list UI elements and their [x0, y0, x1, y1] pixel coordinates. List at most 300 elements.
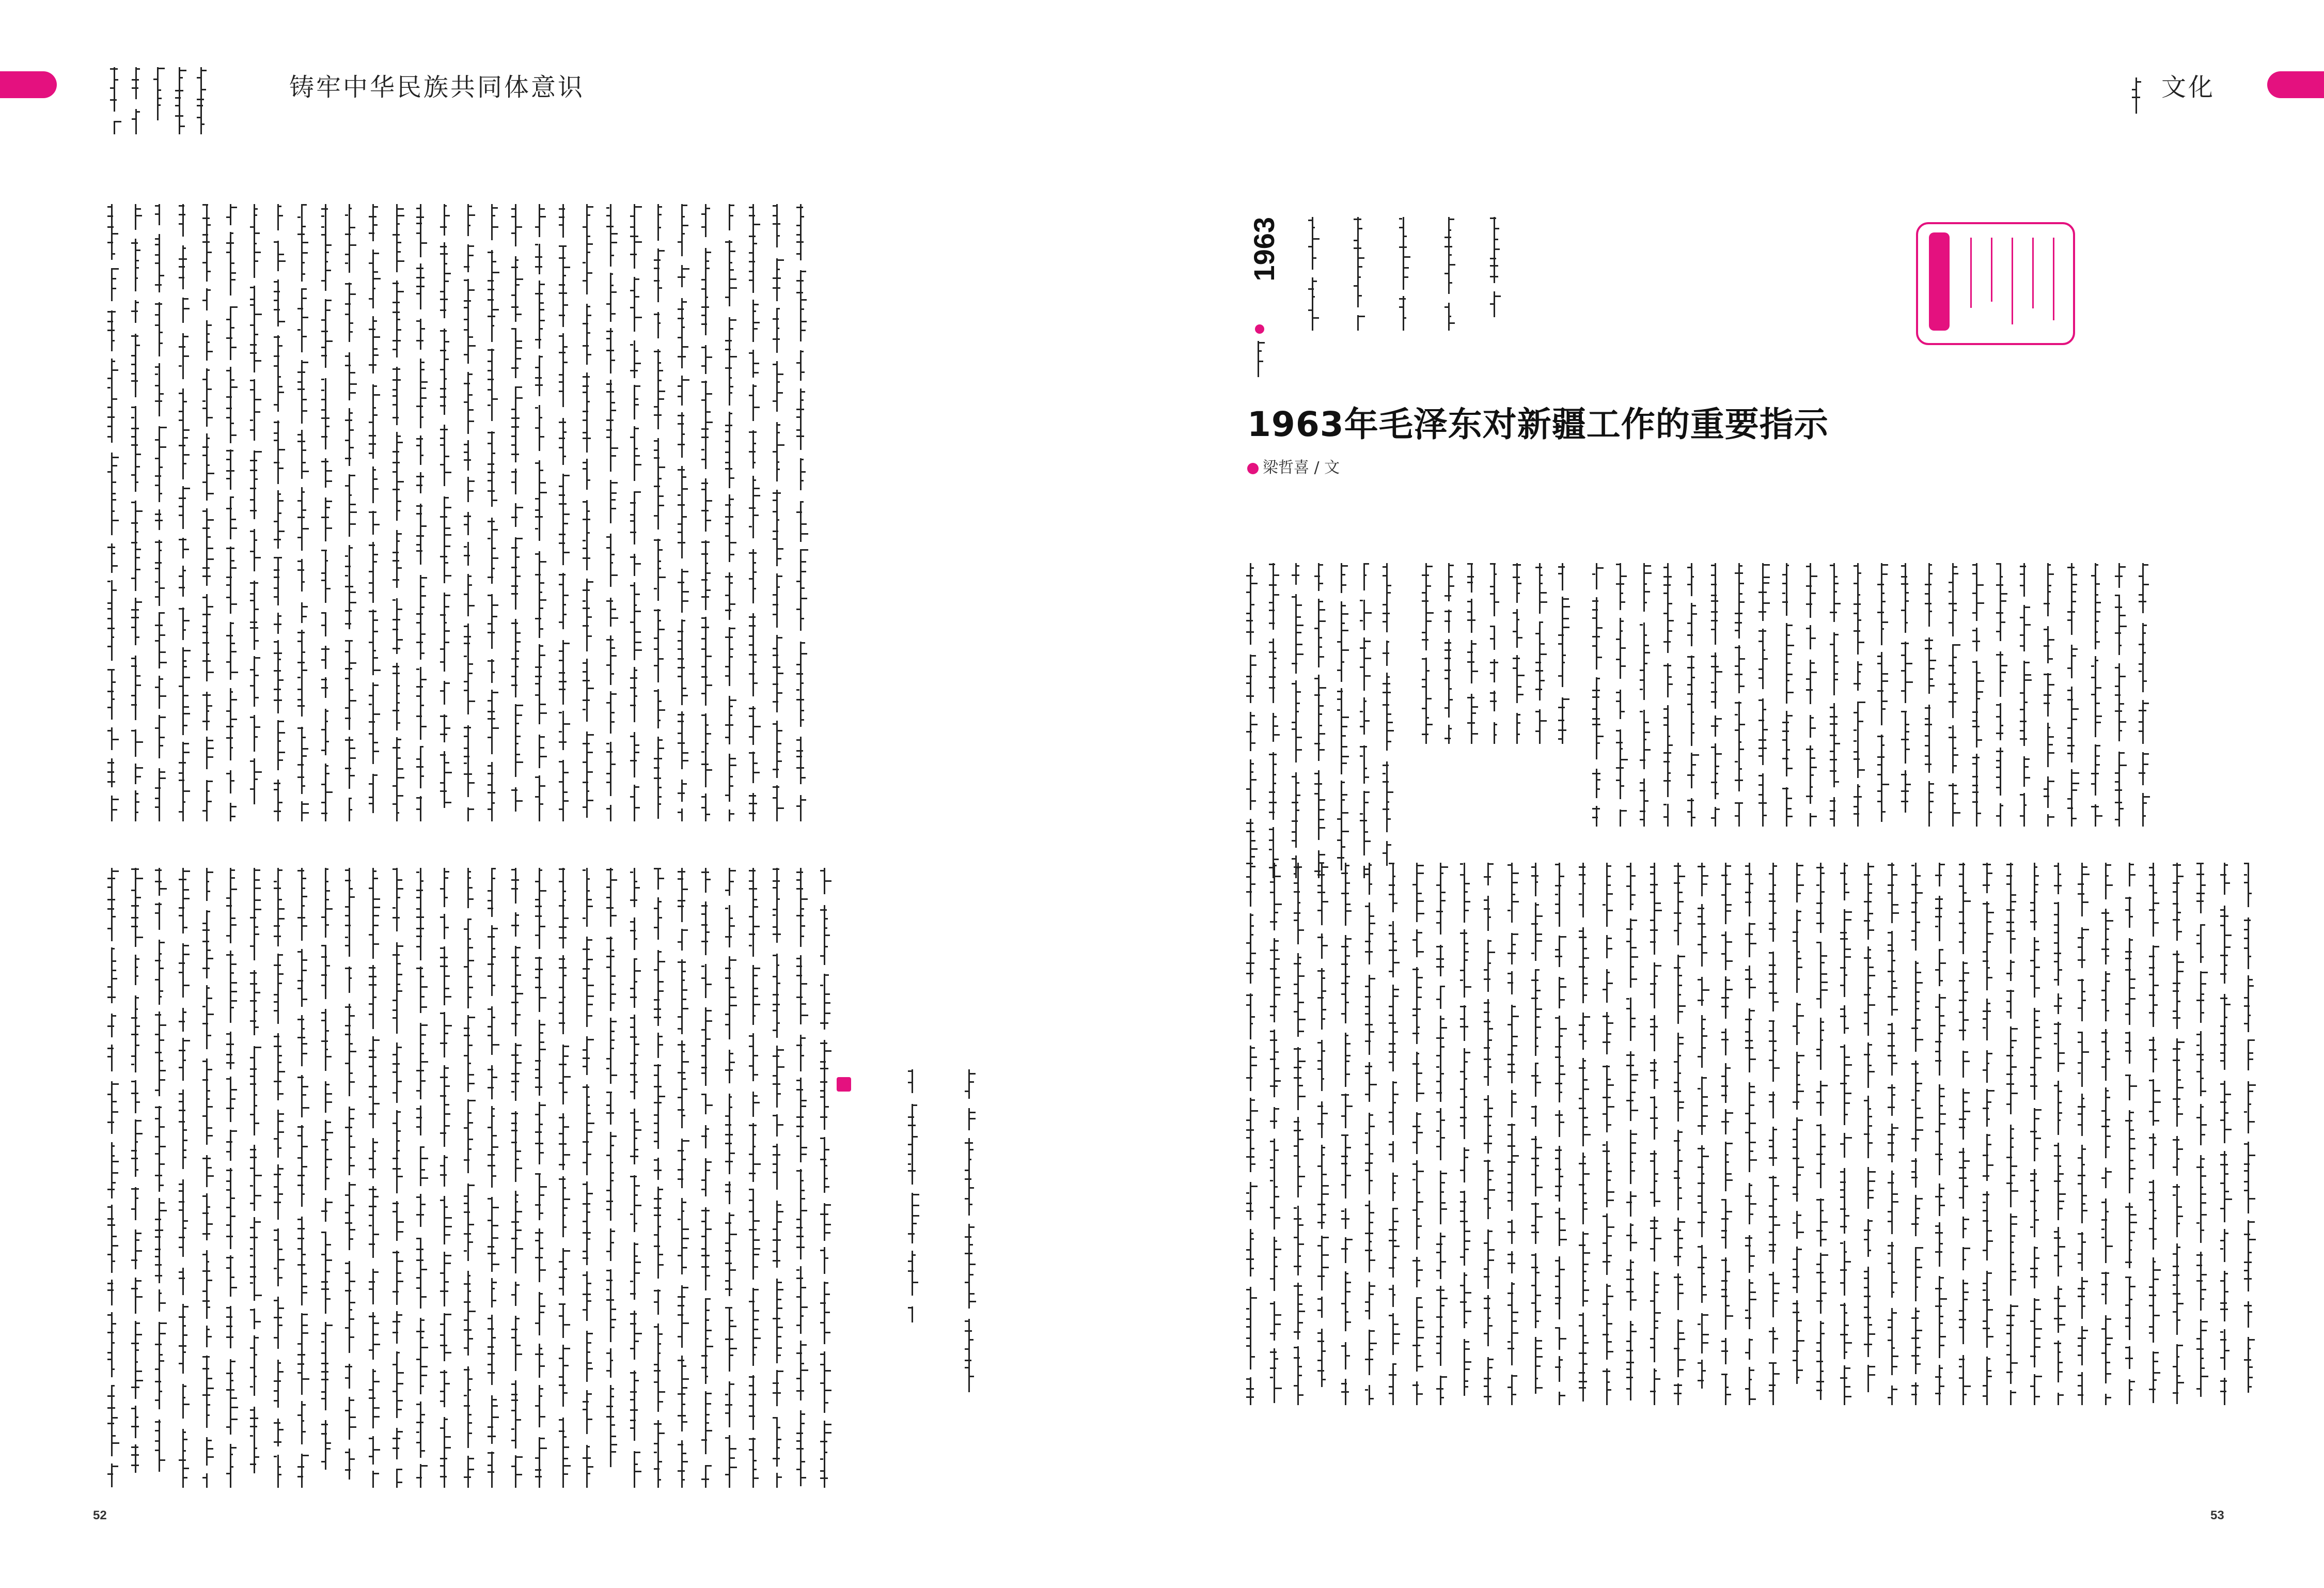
mongolian-word	[1936, 1222, 1943, 1267]
mongolian-word	[2150, 1037, 2157, 1072]
mongolian-word	[1889, 931, 1896, 1016]
right-page	[1162, 0, 2324, 1588]
mongolian-word	[2031, 1298, 2038, 1367]
mongolian-word	[1722, 1142, 1730, 1191]
mongolian-word	[536, 868, 543, 949]
mongolian-word	[370, 774, 377, 813]
mongolian-word	[465, 1099, 472, 1173]
mongolian-word	[2140, 752, 2147, 785]
mongolian-word	[2197, 1319, 2205, 1397]
mongolian-word	[631, 204, 638, 269]
mongolian-word	[1912, 863, 1920, 951]
mongolian-word	[275, 954, 282, 1024]
mongolian-word	[536, 1292, 543, 1335]
mongolian-word	[227, 868, 234, 943]
mongolian-word	[180, 298, 187, 323]
mongolian-word	[2079, 1145, 2086, 1223]
mongolian-word	[322, 204, 329, 291]
mongolian-word	[821, 1203, 828, 1241]
mongolian-word	[797, 1266, 805, 1334]
mongolian-word	[909, 1104, 916, 1185]
mongolian-word	[536, 355, 543, 396]
mongolian-word	[1315, 599, 1323, 667]
mongolian-word	[322, 1322, 329, 1410]
mongolian-word	[441, 946, 448, 1005]
mongolian-word	[227, 1168, 234, 1249]
mongolian-word	[750, 350, 757, 378]
mongolian-word	[275, 1110, 282, 1158]
mongolian-word	[1580, 1013, 1587, 1050]
mongolian-word	[1414, 1297, 1421, 1372]
mongolian-word	[750, 1033, 757, 1081]
mongolian-word	[702, 1158, 710, 1196]
mongolian-word	[607, 1132, 615, 1221]
mongolian-word	[322, 1120, 329, 1190]
mongolian-word	[203, 508, 211, 586]
mongolian-word	[2197, 1155, 2205, 1243]
mongolian-word	[251, 970, 258, 1035]
mongolian-word	[797, 204, 805, 260]
mongolian-word	[797, 1341, 805, 1400]
mongolian-word	[2045, 776, 2052, 808]
mongolian-word	[560, 1176, 567, 1237]
mongolian-word	[1318, 968, 1326, 1030]
mongolian-word	[536, 460, 543, 541]
mongolian-word	[1688, 753, 1695, 788]
mongolian-word	[1384, 641, 1391, 666]
mongolian-word	[560, 640, 567, 705]
mongolian-word	[1390, 921, 1397, 977]
mongolian-word	[1817, 1253, 1825, 1314]
mongolian-word	[227, 1359, 234, 1435]
mongolian-word	[1532, 902, 1540, 961]
mongolian-word	[679, 619, 686, 705]
mongolian-word	[1878, 652, 1886, 725]
mongolian-word	[631, 785, 638, 821]
mongolian-word	[536, 551, 543, 638]
mongolian-word	[108, 204, 116, 260]
mongolian-word	[346, 737, 353, 789]
mongolian-word	[132, 955, 139, 985]
mongolian-word	[821, 1137, 828, 1193]
mongolian-word	[1699, 1077, 1706, 1135]
mongolian-word	[1675, 1033, 1682, 1122]
mongolian-word	[2055, 1081, 2062, 1135]
mongolian-word	[1295, 1206, 1302, 1275]
mongolian-word	[180, 1008, 187, 1032]
mongolian-word	[1817, 1081, 1825, 1116]
mongolian-word	[774, 1370, 781, 1406]
mongolian-word	[679, 868, 686, 922]
mongolian-word	[655, 609, 662, 682]
mongolian-word	[607, 937, 615, 1011]
mongolian-word	[1414, 967, 1421, 1044]
mongolian-word	[1485, 999, 1492, 1086]
mongolian-word	[1247, 1377, 1254, 1405]
mongolian-word	[1675, 955, 1682, 1024]
mongolian-word	[1342, 935, 1349, 1023]
mongolian-word	[1293, 772, 1300, 848]
mongolian-word	[1293, 680, 1300, 762]
mongolian-word	[774, 1114, 781, 1136]
mongolian-word	[1889, 1124, 1896, 1162]
mongolian-word	[1865, 1167, 1872, 1209]
mongolian-word	[132, 406, 139, 492]
mongolian-word	[1794, 1052, 1801, 1110]
mongolian-word	[1390, 985, 1397, 1071]
mongolian-word	[1556, 863, 1563, 927]
mongolian-word	[1926, 705, 1933, 773]
mongolian-word	[560, 204, 567, 238]
mongolian-word	[584, 659, 591, 722]
mongolian-word	[441, 681, 448, 705]
mongolian-word	[203, 1155, 211, 1187]
mongolian-word	[441, 496, 448, 583]
mongolian-word	[132, 598, 139, 645]
mongolian-word	[156, 1420, 163, 1472]
mongolian-word	[1342, 1033, 1349, 1087]
mongolian-word	[2150, 1351, 2157, 1403]
mongolian-word	[1960, 1355, 1967, 1405]
mongolian-word	[156, 1198, 163, 1283]
mongolian-word	[489, 762, 496, 821]
mongolian-word	[203, 910, 211, 978]
mongolian-word	[2126, 1110, 2133, 1193]
mongolian-word	[774, 954, 781, 1038]
mongolian-word	[132, 300, 139, 323]
mongolian-word	[1485, 863, 1492, 885]
mongolian-word	[322, 497, 329, 541]
mongolian-word	[560, 418, 567, 465]
mongolian-word	[346, 1182, 353, 1250]
mongolian-word	[1247, 1287, 1254, 1369]
mongolian-word	[1437, 863, 1444, 935]
mongolian-word	[1509, 1090, 1516, 1117]
mongolian-word	[1712, 652, 1719, 709]
mongolian-word	[417, 1318, 425, 1394]
mongolian-word	[394, 1311, 401, 1344]
mongolian-word	[1446, 725, 1453, 744]
mongolian-word	[679, 569, 686, 613]
mongolian-word	[346, 352, 353, 400]
mongolian-word	[441, 242, 448, 318]
mongolian-word	[1984, 863, 1991, 893]
mongolian-word	[154, 67, 162, 120]
mongolian-word	[441, 1417, 448, 1488]
mongolian-word	[1794, 910, 1801, 993]
mongolian-word	[1361, 745, 1368, 784]
mongolian-word	[132, 868, 139, 947]
mongolian-word	[536, 644, 543, 724]
mongolian-word	[1817, 863, 1825, 933]
mongolian-word	[1699, 1313, 1706, 1353]
mongolian-word	[2140, 793, 2147, 827]
mongolian-word	[441, 868, 448, 907]
mongolian-word	[2068, 687, 2076, 762]
mongolian-word	[489, 1278, 496, 1307]
mongolian-word	[1675, 1130, 1682, 1210]
mongolian-word	[560, 573, 567, 629]
mongolian-word	[441, 1313, 448, 1361]
mongolian-word	[1485, 1295, 1492, 1346]
mongolian-word	[726, 1307, 733, 1372]
mongolian-word	[132, 1080, 139, 1113]
mongolian-word	[1699, 863, 1706, 896]
mongolian-word	[1865, 863, 1872, 940]
mongolian-word	[512, 1282, 520, 1306]
mongolian-word	[417, 359, 425, 428]
mongolian-word	[203, 204, 211, 282]
mongolian-word	[1841, 1168, 1848, 1234]
mongolian-word	[726, 868, 733, 896]
mongolian-word	[2007, 1213, 2015, 1296]
mongolian-word	[132, 729, 139, 757]
mongolian-word	[1390, 1141, 1397, 1162]
mongolian-word	[2045, 673, 2052, 717]
mongolian-word	[346, 1449, 353, 1480]
mongolian-word	[2021, 563, 2028, 597]
mongolian-word	[584, 1084, 591, 1175]
mongolian-word	[2102, 1029, 2110, 1081]
mongolian-word	[774, 1417, 781, 1467]
mongolian-word	[560, 1045, 567, 1104]
mongolian-word	[417, 967, 425, 1013]
mongolian-word	[1342, 863, 1349, 926]
mongolian-word	[1604, 935, 1611, 958]
mongolian-word	[322, 764, 329, 821]
mongolian-word	[322, 868, 329, 938]
mongolian-word	[441, 593, 448, 672]
mongolian-word	[774, 1279, 781, 1363]
mongolian-word	[1338, 601, 1345, 682]
mongolian-word	[1271, 1301, 1278, 1341]
mongolian-word	[132, 1278, 139, 1314]
mongolian-word	[394, 868, 401, 931]
mongolian-word	[1997, 803, 2004, 827]
mongolian-word	[2150, 1079, 2157, 1126]
mongolian-word	[394, 281, 401, 357]
mongolian-word	[489, 1452, 496, 1488]
mongolian-word	[1414, 1257, 1421, 1287]
mongolian-word	[2102, 909, 2110, 964]
mongolian-word	[227, 803, 234, 821]
mongolian-word	[750, 752, 757, 783]
mongolian-word	[797, 955, 805, 1024]
mongolian-word	[489, 1197, 496, 1272]
mongolian-word	[536, 1020, 543, 1096]
mongolian-word	[2021, 793, 2028, 827]
mongolian-word	[394, 1351, 401, 1418]
mongolian-word	[1841, 863, 1848, 900]
mongolian-word	[2102, 1394, 2110, 1405]
mongolian-word	[726, 956, 733, 1039]
mongolian-word	[1509, 1124, 1516, 1211]
mongolian-word	[441, 204, 448, 236]
mongolian-word	[2079, 863, 2086, 916]
mongolian-word	[1841, 1045, 1848, 1125]
mongolian-word	[1841, 1303, 1848, 1359]
mongolian-word	[1736, 645, 1743, 693]
mongolian-word	[1794, 863, 1801, 902]
mongolian-word	[1984, 1271, 1991, 1348]
mongolian-word	[584, 1271, 591, 1321]
mongolian-word	[2174, 951, 2181, 1029]
mongolian-word	[1794, 1211, 1801, 1239]
mongolian-word	[251, 868, 258, 960]
mongolian-word	[111, 121, 118, 134]
mongolian-word	[2068, 769, 2076, 827]
mongolian-word	[797, 642, 805, 727]
mongolian-word	[203, 1193, 211, 1240]
mongolian-word	[512, 704, 520, 777]
mongolian-word	[441, 425, 448, 486]
mongolian-word	[198, 67, 205, 134]
mongolian-word	[299, 1454, 306, 1488]
mongolian-word	[299, 1217, 306, 1305]
mongolian-word	[1485, 1357, 1492, 1405]
mongolian-word	[108, 669, 116, 720]
mongolian-word	[299, 559, 306, 591]
mongolian-word	[702, 248, 710, 335]
mongolian-word	[1675, 863, 1682, 945]
mongolian-word	[2245, 1301, 2252, 1328]
mongolian-word	[1366, 1282, 1373, 1319]
mongolian-word	[1722, 1109, 1730, 1134]
mongolian-word	[108, 758, 116, 787]
mongolian-word	[299, 430, 306, 479]
mongolian-word	[726, 1094, 733, 1174]
mongolian-word	[1437, 1108, 1444, 1160]
mongolian-word	[2126, 863, 2133, 886]
mongolian-word	[607, 635, 615, 685]
mongolian-word	[133, 67, 140, 99]
mongolian-word	[370, 1269, 377, 1304]
mongolian-word	[2116, 752, 2123, 827]
mongolian-word	[1361, 697, 1368, 735]
mongolian-word	[370, 1186, 377, 1258]
mongolian-word	[655, 1064, 662, 1149]
mongolian-word	[1271, 1139, 1278, 1229]
mongolian-word	[156, 234, 163, 292]
mongolian-word	[536, 244, 543, 274]
mongolian-word	[797, 270, 805, 341]
mongolian-word	[441, 914, 448, 939]
mongolian-word	[1889, 1084, 1896, 1116]
mongolian-word	[417, 1402, 425, 1458]
mongolian-word	[1342, 1271, 1349, 1331]
mongolian-word	[1468, 640, 1475, 683]
mongolian-word	[1641, 622, 1648, 700]
mongolian-word	[299, 1075, 306, 1117]
mongolian-word	[1699, 1015, 1706, 1068]
mongolian-word	[584, 1390, 591, 1434]
mongolian-word	[346, 967, 353, 993]
left-page-number: 52	[93, 1508, 107, 1522]
mongolian-word	[441, 329, 448, 415]
mongolian-word	[1247, 863, 1254, 907]
mongolian-word	[299, 487, 306, 551]
mongolian-word	[631, 340, 638, 378]
mongolian-word	[679, 780, 686, 802]
mongolian-word	[1271, 1237, 1278, 1291]
mongolian-word	[203, 780, 211, 821]
mongolian-word	[1604, 863, 1611, 927]
mongolian-word	[108, 947, 116, 1003]
mongolian-word	[322, 1232, 329, 1314]
mongolian-word	[2055, 1227, 2062, 1276]
mongolian-word	[394, 1428, 401, 1459]
mongolian-word	[2031, 863, 2038, 930]
mongolian-word	[774, 868, 781, 943]
mongolian-word	[1641, 710, 1648, 769]
mongolian-word	[203, 594, 211, 681]
mongolian-word	[2150, 1180, 2157, 1250]
mongolian-word	[156, 540, 163, 606]
mongolian-word	[536, 1437, 543, 1488]
mongolian-word	[417, 472, 425, 493]
mongolian-word	[1807, 813, 1814, 827]
mongolian-word	[1807, 625, 1814, 649]
mongolian-word	[1366, 1385, 1373, 1405]
mongolian-word	[465, 1015, 472, 1092]
mongolian-word	[322, 945, 329, 999]
right-header-title: 文化	[2161, 73, 2216, 102]
mongolian-word	[1627, 998, 1635, 1041]
mongolian-word	[1293, 563, 1300, 585]
mongolian-word	[774, 785, 781, 821]
quote-marker-icon	[837, 1077, 851, 1092]
mongolian-word	[1437, 945, 1444, 976]
mongolian-word	[512, 256, 520, 322]
mongolian-word	[2221, 906, 2228, 984]
mongolian-word	[180, 647, 187, 735]
mongolian-word	[1593, 806, 1600, 827]
mongolian-word	[1770, 1176, 1777, 1264]
mongolian-word	[441, 1370, 448, 1407]
mongolian-word	[2079, 1326, 2086, 1365]
mongolian-word	[1556, 1016, 1563, 1102]
mongolian-word	[655, 1033, 662, 1058]
mongolian-word	[1461, 1272, 1468, 1328]
mongolian-word	[1817, 942, 1825, 1008]
mongolian-word	[1746, 923, 1753, 957]
mongolian-word	[607, 480, 615, 523]
mongolian-word	[2045, 563, 2052, 616]
mongolian-word	[417, 868, 425, 960]
mongolian-word	[655, 689, 662, 728]
mongolian-word	[1437, 986, 1444, 1009]
mongolian-word	[655, 204, 662, 241]
mongolian-word	[489, 868, 496, 917]
mongolian-word	[1361, 600, 1368, 630]
mongolian-word	[1461, 1339, 1468, 1396]
mongolian-word	[1746, 863, 1753, 916]
mongolian-word	[512, 503, 520, 527]
mongolian-word	[1446, 639, 1453, 718]
mongolian-word	[465, 624, 472, 714]
mongolian-word	[1247, 1098, 1254, 1172]
mongolian-word	[1960, 1280, 1967, 1344]
mongolian-word	[1984, 999, 1991, 1040]
mongolian-word	[821, 1282, 828, 1344]
mongolian-word	[679, 1285, 686, 1348]
mongolian-word	[394, 1469, 401, 1488]
mongolian-word	[108, 1142, 116, 1198]
mongolian-word	[346, 204, 353, 273]
mongolian-word	[1936, 994, 1943, 1076]
mongolian-word	[2221, 1229, 2228, 1262]
mongolian-word	[299, 1313, 306, 1395]
